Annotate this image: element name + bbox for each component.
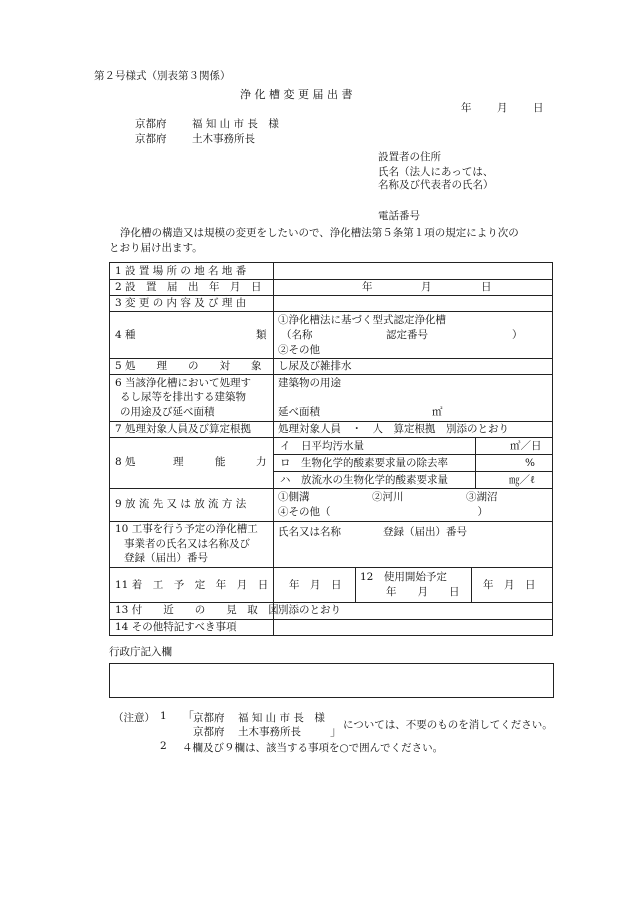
row12-date: 年 月 日 — [483, 579, 536, 591]
row2-day: 日 — [481, 281, 492, 293]
row8-b-label: ロ 生物化学的酸素要求量の除去率 — [280, 457, 448, 469]
row8-a-unit: ㎥／日 — [510, 440, 542, 452]
row2-label: 2 設 置 届 出 年 月 日 — [115, 281, 262, 293]
note-1-office-2: 土木事務所長 — [238, 726, 301, 738]
row12-label-l1: 12 使用開始予定 — [360, 571, 447, 583]
row6-label-l2: るし尿等を排出する建築物 — [120, 391, 246, 403]
row8-label-mid2: 能 — [215, 456, 226, 468]
row9-option-4: ④その他（ ） — [278, 506, 488, 518]
row11-label: 11 着 工 予 定 年 月 日 — [115, 579, 269, 591]
row9-option-2: ②河川 — [372, 491, 404, 503]
form-label: 第２号様式（別表第３関係） — [94, 70, 231, 82]
row3-label: 3 変 更 の 内 容 及 び 理 由 — [115, 297, 247, 309]
note-1-number: 1 — [160, 710, 167, 722]
applicant-phone: 電話番号 — [378, 210, 420, 222]
addressee-office-1: 福 知 山 市 長 様 — [192, 118, 279, 130]
row8-label-num: 8 処 — [115, 456, 136, 468]
date-day: 日 — [533, 102, 544, 114]
row2-year: 年 — [362, 281, 373, 293]
row10-label-l3: 登録（届出）番号 — [124, 552, 208, 564]
note-1-text: については、不要のものを消してください。 — [343, 719, 553, 731]
row10-name: 氏名又は名称 — [278, 526, 341, 538]
row6-use: 建築物の用途 — [278, 377, 341, 389]
row12-label-l2: 年 月 日 — [386, 586, 460, 598]
row6-area: 延べ面積 — [278, 406, 320, 418]
row8-label-end: 力 — [256, 456, 267, 468]
applicant-name-l1: 氏名（法人にあっては、 — [378, 166, 494, 178]
document-title: 浄 化 槽 変 更 届 出 書 — [240, 88, 353, 101]
note-2-text: ４欄及び９欄は、該当する事項を○で囲んでください。 — [182, 742, 444, 754]
note-1-pref-2: 京都府 — [193, 726, 225, 738]
addressee-pref-2: 京都府 — [135, 133, 167, 145]
row4-option-1-detail: （名称 認定番号 ） — [281, 329, 523, 341]
row4-option-2: ②その他 — [278, 344, 320, 356]
addressee-pref-1: 京都府 — [135, 118, 167, 130]
note-2-number: 2 — [160, 740, 167, 752]
row10-label-l2: 事業者の氏名又は名称及び — [124, 538, 250, 550]
applicant-name-l2: 名称及び代表者の氏名） — [378, 179, 494, 191]
row8-c-label: ハ 放流水の生物化学的酸素要求量 — [280, 474, 448, 486]
date-year: 年 — [461, 102, 472, 114]
applicant-address: 設置者の住所 — [378, 151, 441, 163]
row7-label: 7 処理対象人員及び算定根拠 — [115, 423, 252, 435]
addressee-office-2: 土木事務所長 — [192, 133, 255, 145]
row9-option-3: ③湖沼 — [466, 491, 498, 503]
row5-label: 5 処 理 の 対 象 — [115, 360, 262, 372]
row1-label: 1 設 置 場 所 の 地 名 地 番 — [115, 265, 247, 277]
intro-line-2: とおり届け出ます。 — [109, 242, 203, 254]
row14-label: 14 その他特記すべき事項 — [115, 621, 237, 633]
row6-label-l3: の用途及び延べ面積 — [120, 406, 215, 418]
row6-unit: ㎡ — [432, 406, 443, 418]
admin-entry-box — [109, 663, 554, 698]
note-1-open-bracket: 「 — [182, 710, 195, 724]
row9-label: 9 放 流 先 又 は 放 流 方 法 — [115, 498, 247, 510]
row4-label-end: 類 — [256, 329, 267, 341]
row5-value: し尿及び雑排水 — [278, 360, 352, 372]
row10-registration: 登録（届出）番号 — [383, 526, 467, 538]
note-1-office-1: 福 知 山 市 長 様 — [238, 712, 325, 724]
row8-label-mid: 理 — [173, 456, 184, 468]
note-1-pref-1: 京都府 — [193, 712, 225, 724]
row4-label-num: 4 種 — [115, 329, 136, 341]
admin-label: 行政庁記入欄 — [109, 646, 172, 658]
row9-option-1: ①側溝 — [278, 491, 310, 503]
row8-a-label: イ 日平均汚水量 — [280, 440, 364, 452]
date-month: 月 — [497, 102, 508, 114]
row7-value: 処理対象人員 ・ 人 算定根拠 別添のとおり — [278, 423, 509, 435]
row13-value: 別添のとおり — [278, 604, 341, 616]
row6-label-l1: 6 当該浄化槽において処理す — [115, 377, 252, 389]
row10-label-l1: 10 工事を行う予定の浄化槽工 — [115, 523, 258, 535]
row13-label: 13 付 近 の 見 取 図 — [115, 604, 279, 616]
row11-date: 年 月 日 — [289, 579, 342, 591]
note-1-close-bracket: 」 — [330, 724, 343, 738]
row8-b-unit: % — [525, 457, 535, 469]
row8-c-unit: ㎎／ℓ — [509, 474, 536, 486]
intro-line-1: 浄化槽の構造又は規模の変更をしたいので、浄化槽法第５条第１項の規定により次の — [120, 227, 519, 239]
row4-option-1: ①浄化槽法に基づく型式認定浄化槽 — [278, 314, 446, 326]
notes-heading: （注意） — [113, 712, 155, 724]
row2-month: 月 — [421, 281, 432, 293]
